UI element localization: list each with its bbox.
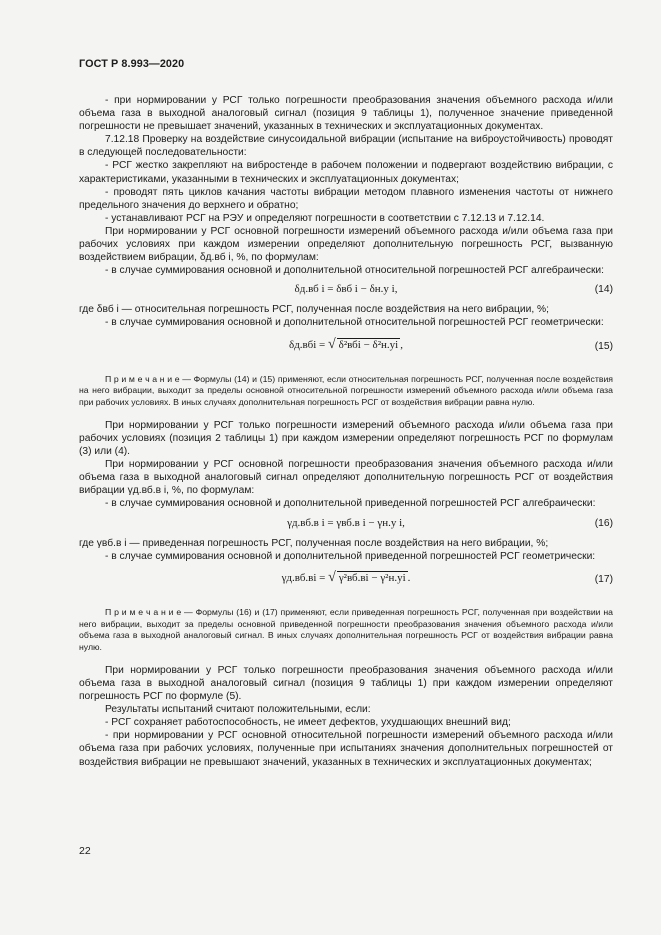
equation-lhs: δд.вбi = — [289, 338, 326, 351]
equation-14 — [79, 277, 613, 303]
note: П р и м е ч а н и е — Формулы (14) и (15) применяют, если относительная погрешность РСГ, полученная после воздействия на него вибрации, выходит за пределы основной относительной погрешности измерений объемного расхода и/или объема газа при рабочих условиях. В иных случаях дополнительная погрешность РСГ от воздействия вибрации равна нулю. — [79, 373, 613, 408]
radical-sign: √ — [328, 569, 336, 585]
radical-sign: √ — [327, 336, 336, 352]
paragraph: При нормировании у РСГ только погрешности измерений объемного расхода и/или объема газа при рабочих условиях (позиция 2 таблицы 1) при каждом измерении определяют погрешность РСГ по формулам (3) или (4). — [79, 419, 613, 458]
equation-formula — [79, 338, 613, 352]
paragraph: При нормировании у РСГ основной погрешности преобразования значения объемного расхода и/или объема газа в выходной аналоговый сигнал определяют дополнительную погрешность РСГ от воздействия вибрации γд.вб.в i, %, по формулам: — [79, 459, 613, 497]
radicand: δ²вбi − δ²н.уi — [338, 338, 399, 351]
page-number: 22 — [79, 845, 91, 857]
equation-lhs: γд.вб.вi = — [281, 571, 326, 584]
paragraph: - при нормировании у РСГ основной относительной погрешности измерений объемного расхода и/или объема газа при рабочих условиях, полученные при испытаниях значения дополнительных погрешностей от воздействия вибрации не превышают значений, указанных в технических и эксплуатационных документах; — [79, 730, 613, 768]
paragraph: где δвб i — относительная погрешность РСГ, полученная после воздействия на него вибрации, %; — [79, 304, 550, 316]
equation-17 — [79, 563, 613, 597]
equation-formula — [79, 571, 613, 585]
equation-formula: γд.вб.в i = γвб.в i − γн.у i, — [287, 516, 405, 529]
equation-formula: δд.вб i = δвб i − δн.у i, — [294, 283, 398, 296]
document-body — [79, 94, 613, 769]
equation-number: (16) — [594, 517, 613, 529]
paragraph: - РСГ сохраняет работоспособность, не имеет дефектов, ухудшающих внешний вид; — [105, 717, 511, 729]
paragraph: При нормировании у РСГ только погрешности преобразования значения объемного расхода и/или объема газа в выходной аналоговый сигнал (позиция 9 таблицы 1) при каждом измерении определяют погрешность РСГ по формуле (5). — [79, 664, 613, 703]
paragraph: - устанавливают РСГ на РЭУ и определяют погрешности в соответствии с 7.12.13 и 7.12.14. — [105, 212, 545, 224]
equation-number: (15) — [594, 340, 613, 352]
paragraph: Результаты испытаний считают положительными, если: — [105, 704, 371, 716]
equation-15 — [79, 330, 613, 364]
equation-end: . — [407, 571, 411, 584]
equation-16 — [79, 511, 613, 537]
equation-number: (14) — [594, 284, 613, 296]
equation-end: , — [400, 338, 403, 351]
paragraph: - в случае суммирования основной и дополнительной относительной погрешностей РСГ геометрически: — [105, 317, 604, 329]
equation-number: (17) — [594, 573, 613, 585]
paragraph: - проводят пять циклов качания частоты вибрации методом плавного изменения частоты от нижнего предельного значения до верхнего и обратно; — [79, 186, 613, 211]
paragraph: При нормировании у РСГ основной погрешности измерений объемного расхода и/или объема газа при рабочих условиях при каждом измерении определяют дополнительную погрешность РСГ, вызванную воздействием вибрации, δд.вб i, %, по формулам: — [79, 225, 613, 264]
radicand: γ²вб.вi − γ²н.уi — [338, 571, 406, 584]
paragraph: где γвб.в i — приведенная погрешность РСГ, полученная после воздействия на него вибрации, %; — [79, 537, 549, 549]
note: П р и м е ч а н и е — Формулы (16) и (17) применяют, если приведенная погрешность РСГ, полученная при воздействии на него вибрации, выходит за пределы основной приведенной погрешности преобразования значения объемного расхода и/или объема газа в выходной аналоговый сигнал. В иных случаях дополнительная погрешность РСГ от воздействия вибрации равна нулю. — [79, 606, 613, 653]
paragraph: 7.12.18 Проверку на воздействие синусоидальной вибрации (испытание на виброустойчивость) проводят в следующей последовательности: — [79, 134, 613, 159]
paragraph: - в случае суммирования основной и дополнительной приведенной погрешностей РСГ алгебраически: — [105, 498, 596, 510]
paragraph: - при нормировании у РСГ только погрешности преобразования значения объемного расхода и/или объема газа в выходной аналоговый сигнал (позиция 9 таблицы 1), полученное значение приведенной погрешности не превышает значений, указанных в технических и эксплуатационных документах. — [79, 95, 613, 133]
paragraph: - в случае суммирования основной и дополнительной относительной погрешностей РСГ алгебраически: — [105, 265, 605, 277]
document-header: ГОСТ Р 8.993—2020 — [79, 58, 185, 70]
paragraph: - РСГ жестко закрепляют на вибростенде в рабочем положении и подвергают воздействию вибрации, с характеристиками, указанными в технических и эксплуатационных документах; — [79, 160, 613, 185]
paragraph: - в случае суммирования основной и дополнительной приведенной погрешностей РСГ геометрически: — [105, 550, 596, 562]
